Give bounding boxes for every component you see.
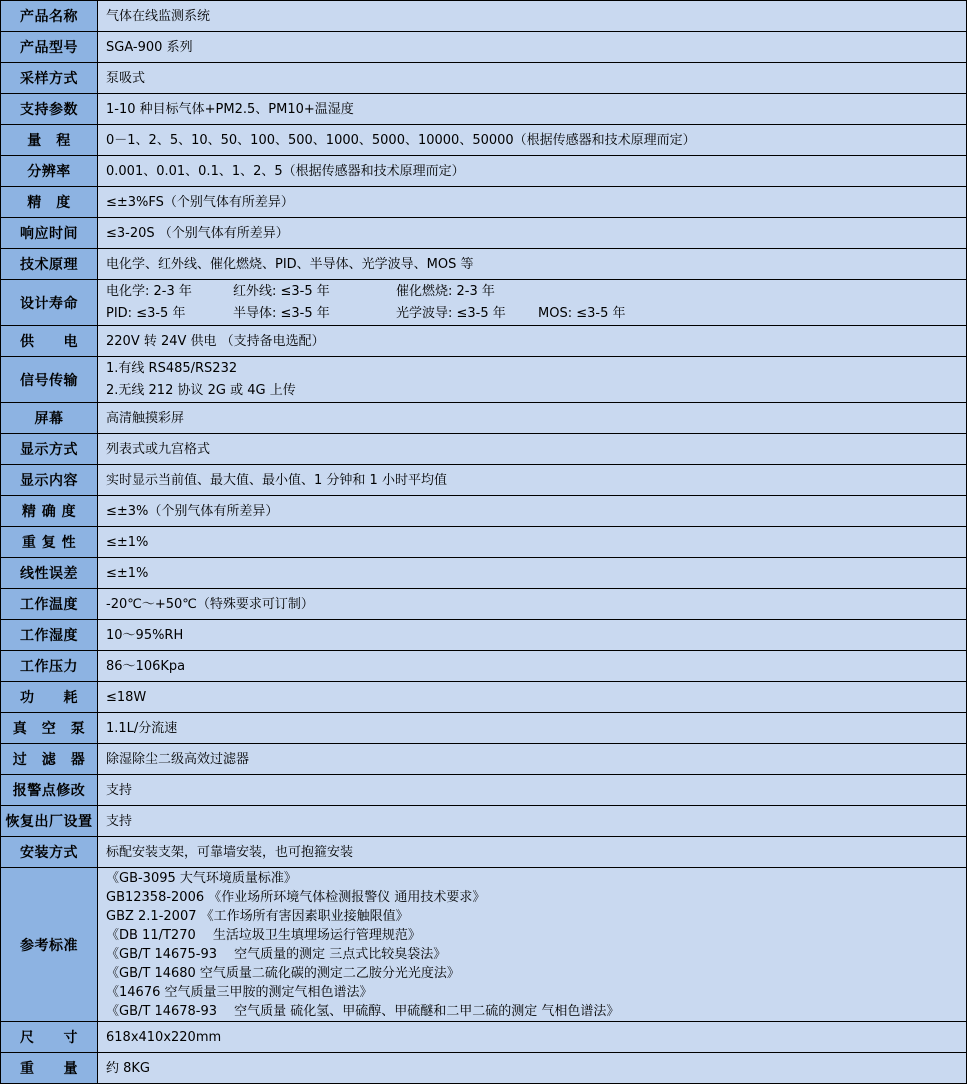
row-label: 设计寿命 <box>1 280 98 325</box>
spec-row <box>1 744 966 775</box>
spec-row <box>1 558 966 589</box>
value-line: 618x410x220mm <box>106 1029 222 1045</box>
row-label: 尺 寸 <box>1 1022 98 1052</box>
value-segment: 红外线: ≤3-5 年 <box>233 283 330 299</box>
value-line: -20℃～+50℃（特殊要求可订制） <box>106 596 314 612</box>
value-line: 220V 转 24V 供电 （支持备电选配） <box>106 333 325 349</box>
value-line: 1.1L/分流速 <box>106 720 178 736</box>
spec-row <box>1 868 966 1022</box>
row-value <box>98 63 966 93</box>
value-line: 《GB/T 14678-93 空气质量 硫化氢、甲硫醇、甲硫醚和二甲二硫的测定 气相色谱法》 <box>106 1003 620 1019</box>
row-label: 供 电 <box>1 326 98 356</box>
row-label: 显示方式 <box>1 434 98 464</box>
row-value <box>98 249 966 279</box>
value-line: 《GB-3095 大气环境质量标准》 <box>106 870 297 886</box>
value-line: 支持 <box>106 782 133 798</box>
row-value <box>98 589 966 619</box>
value-segment: 光学波导: ≤3-5 年 <box>396 305 506 321</box>
row-label: 精 确 度 <box>1 496 98 526</box>
row-value <box>98 1053 966 1083</box>
value-segment: 催化燃烧: 2-3 年 <box>396 283 495 299</box>
row-label: 真 空 泵 <box>1 713 98 743</box>
value-line: 《14676 空气质量三甲胺的测定气相色谱法》 <box>106 984 373 1000</box>
value-segment: 半导体: ≤3-5 年 <box>233 305 330 321</box>
spec-row <box>1 94 966 125</box>
value-line: ≤18W <box>106 689 147 705</box>
value-line: ≤±1% <box>106 534 149 550</box>
row-value <box>98 125 966 155</box>
value-line: 列表式或九宫格式 <box>106 441 211 457</box>
spec-row <box>1 465 966 496</box>
row-value <box>98 806 966 836</box>
row-label: 产品名称 <box>1 1 98 31</box>
value-line: ≤±3%FS（个别气体有所差异） <box>106 194 294 210</box>
value-line: 支持 <box>106 813 133 829</box>
row-label: 产品型号 <box>1 32 98 62</box>
value-line: 标配安装支架，可靠墙安装，也可抱箍安装 <box>106 844 354 860</box>
row-value <box>98 465 966 495</box>
value-line: 实时显示当前值、最大值、最小值、1 分钟和 1 小时平均值 <box>106 472 447 488</box>
spec-row <box>1 32 966 63</box>
row-value <box>98 94 966 124</box>
row-label: 过 滤 器 <box>1 744 98 774</box>
spec-row <box>1 434 966 465</box>
row-label: 工作湿度 <box>1 620 98 650</box>
row-label: 安装方式 <box>1 837 98 867</box>
spec-row <box>1 837 966 868</box>
spec-row <box>1 496 966 527</box>
row-label: 恢复出厂设置 <box>1 806 98 836</box>
row-label: 工作温度 <box>1 589 98 619</box>
row-value <box>98 558 966 588</box>
row-label: 工作压力 <box>1 651 98 681</box>
value-line: ≤±3%（个别气体有所差异） <box>106 503 279 519</box>
row-label: 线性误差 <box>1 558 98 588</box>
row-value <box>98 218 966 248</box>
row-value <box>98 156 966 186</box>
row-value <box>98 1 966 31</box>
row-value <box>98 651 966 681</box>
value-line: 高清触摸彩屏 <box>106 410 185 426</box>
value-line: 电化学、红外线、催化燃烧、PID、半导体、光学波导、MOS 等 <box>106 256 474 272</box>
value-segment: MOS: ≤3-5 年 <box>538 305 626 321</box>
row-label: 支持参数 <box>1 94 98 124</box>
value-line: ≤3-20S （个别气体有所差异） <box>106 225 289 241</box>
spec-row <box>1 651 966 682</box>
value-line: 1.有线 RS485/RS232 <box>106 360 238 376</box>
value-line: 约 8KG <box>106 1060 151 1076</box>
row-label: 精 度 <box>1 187 98 217</box>
row-label: 显示内容 <box>1 465 98 495</box>
row-label: 重 复 性 <box>1 527 98 557</box>
spec-row <box>1 1053 966 1084</box>
spec-row <box>1 527 966 558</box>
row-label: 屏幕 <box>1 403 98 433</box>
row-value <box>98 1022 966 1052</box>
spec-row <box>1 357 966 403</box>
value-line: ≤±1% <box>106 565 149 581</box>
value-line: 86～106Kpa <box>106 658 186 674</box>
spec-row <box>1 63 966 94</box>
row-value <box>98 837 966 867</box>
row-value <box>98 32 966 62</box>
spec-row <box>1 806 966 837</box>
row-label: 参考标准 <box>1 868 98 1021</box>
row-value <box>98 187 966 217</box>
spec-row <box>1 218 966 249</box>
row-value <box>98 713 966 743</box>
row-value <box>98 403 966 433</box>
value-line: 《GB/T 14675-93 空气质量的测定 三点式比较臭袋法》 <box>106 946 447 962</box>
value-line: 0－1、2、5、10、50、100、500、1000、5000、10000、50000（根据传感器和技术原理而定） <box>106 132 696 148</box>
value-line <box>106 303 958 325</box>
value-line: 10～95%RH <box>106 627 184 643</box>
row-value <box>98 280 966 325</box>
row-label: 响应时间 <box>1 218 98 248</box>
row-value <box>98 744 966 774</box>
spec-row <box>1 326 966 357</box>
spec-row <box>1 403 966 434</box>
spec-row <box>1 775 966 806</box>
value-line: 《DB 11/T270 生活垃圾卫生填埋场运行管理规范》 <box>106 927 421 943</box>
row-value <box>98 620 966 650</box>
value-segment: PID: ≤3-5 年 <box>106 305 186 321</box>
value-line: 气体在线监测系统 <box>106 8 211 24</box>
row-value <box>98 496 966 526</box>
spec-row <box>1 713 966 744</box>
spec-row <box>1 187 966 218</box>
value-line: 泵吸式 <box>106 70 146 86</box>
spec-row <box>1 682 966 713</box>
spec-row <box>1 249 966 280</box>
row-label: 报警点修改 <box>1 775 98 805</box>
spec-row <box>1 1 966 32</box>
row-label: 分辨率 <box>1 156 98 186</box>
value-line: 0.001、0.01、0.1、1、2、5（根据传感器和技术原理而定） <box>106 163 465 179</box>
row-label: 信号传输 <box>1 357 98 402</box>
row-value <box>98 326 966 356</box>
row-label: 技术原理 <box>1 249 98 279</box>
row-label: 重 量 <box>1 1053 98 1083</box>
spec-row <box>1 280 966 326</box>
row-value <box>98 357 966 402</box>
row-value <box>98 868 966 1021</box>
spec-row <box>1 1022 966 1053</box>
value-line: SGA-900 系列 <box>106 39 193 55</box>
spec-row <box>1 620 966 651</box>
value-line <box>106 281 958 303</box>
row-label: 采样方式 <box>1 63 98 93</box>
spec-row <box>1 589 966 620</box>
row-value <box>98 434 966 464</box>
value-line: 《GB/T 14680 空气质量二硫化碳的测定二乙胺分光光度法》 <box>106 965 460 981</box>
value-line: 1-10 种目标气体+PM2.5、PM10+温湿度 <box>106 101 354 117</box>
value-line: GBZ 2.1-2007 《工作场所有害因素职业接触限值》 <box>106 908 409 924</box>
row-label: 功 耗 <box>1 682 98 712</box>
row-label: 量 程 <box>1 125 98 155</box>
value-segment: 电化学: 2-3 年 <box>106 283 192 299</box>
value-line: GB12358-2006 《作业场所环境气体检测报警仪 通用技术要求》 <box>106 889 486 905</box>
spec-row <box>1 125 966 156</box>
value-line: 除湿除尘二级高效过滤器 <box>106 751 250 767</box>
spec-row <box>1 156 966 187</box>
value-line: 2.无线 212 协议 2G 或 4G 上传 <box>106 382 296 398</box>
row-value <box>98 527 966 557</box>
row-value <box>98 682 966 712</box>
row-value <box>98 775 966 805</box>
